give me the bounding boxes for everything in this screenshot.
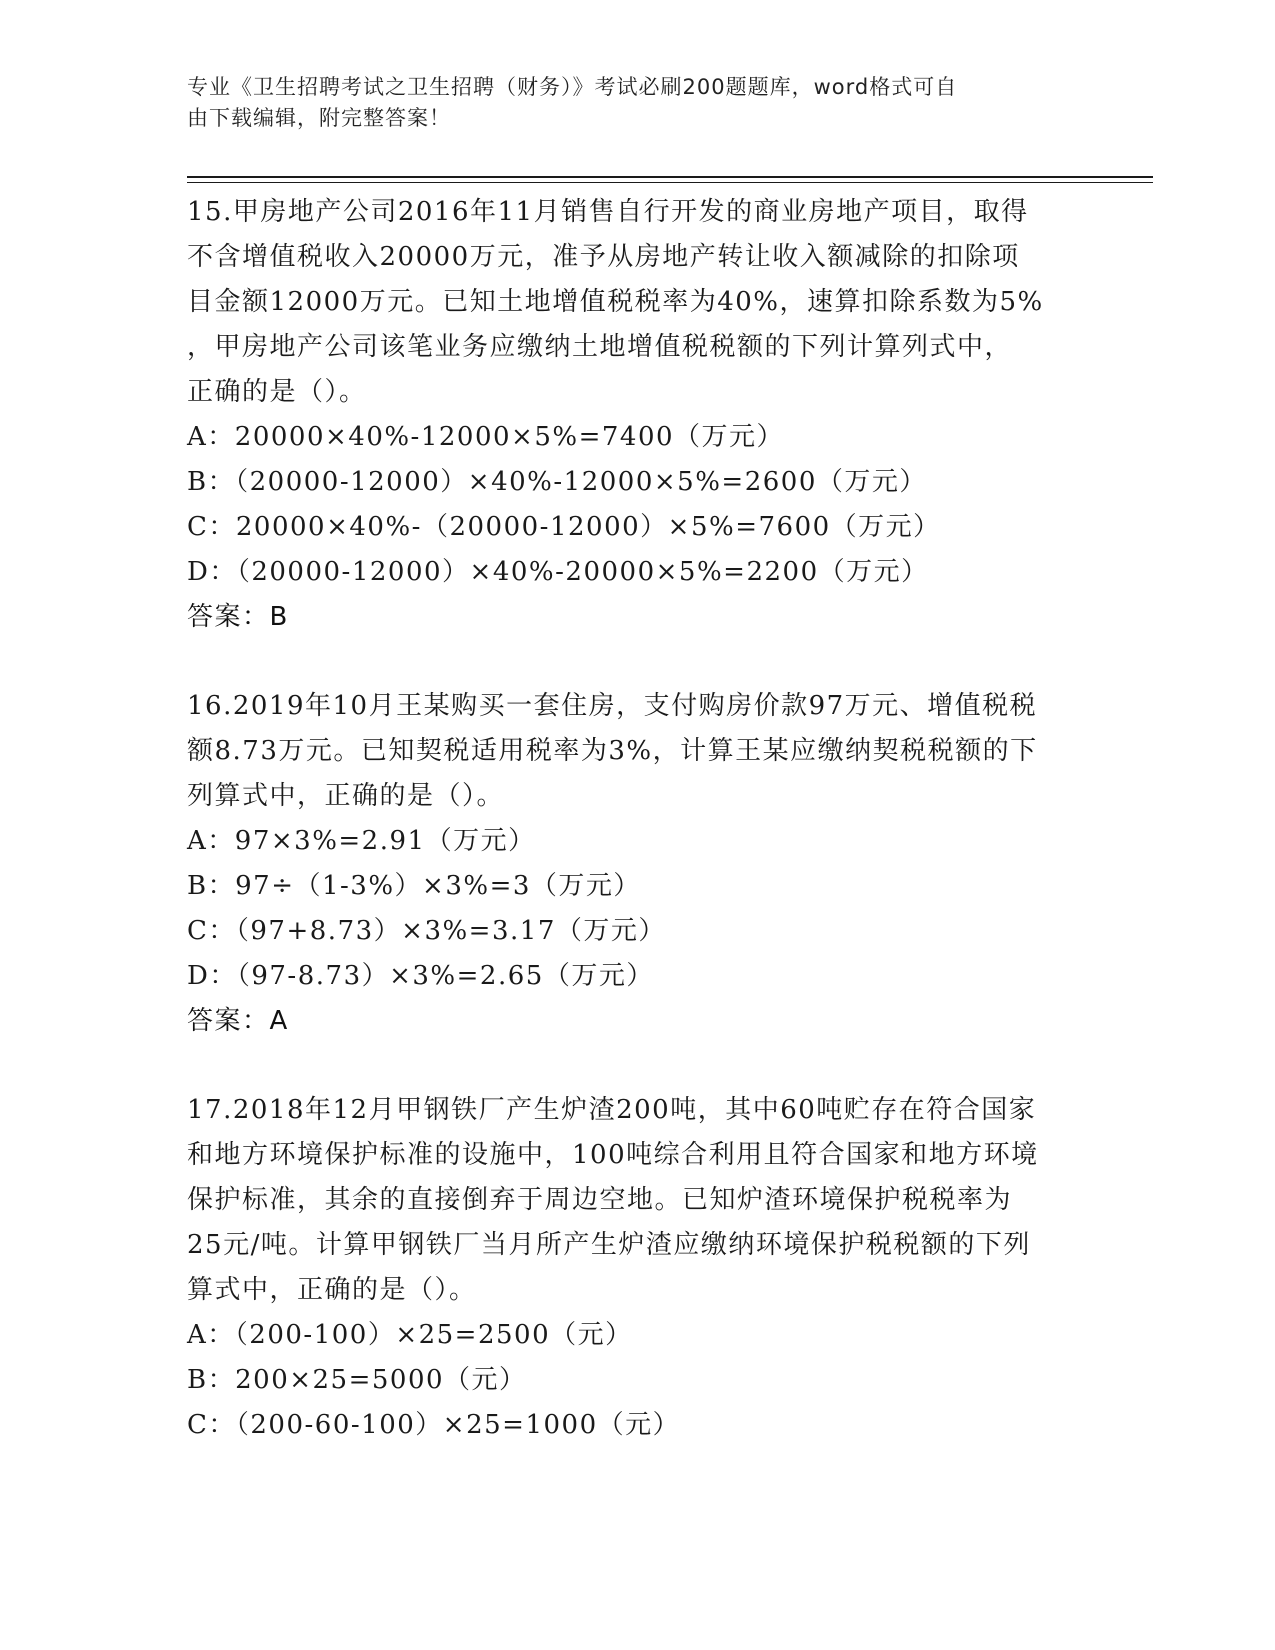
question-stem-line: 16.2019年10月王某购买一套住房，支付购房价款97万元、增值税税 — [187, 691, 1038, 721]
option-b: B：（20000-12000）×40%-12000×5%=2600（万元） — [187, 467, 927, 497]
option-a: A：20000×40%-12000×5%=7400（万元） — [187, 422, 785, 452]
question-stem-line: 目金额12000万元。已知土地增值税税率为40%，速算扣除系数为5% — [187, 287, 1044, 317]
option-c: C：20000×40%-（20000-12000）×5%=7600（万元） — [187, 512, 941, 542]
question-stem-line: ，甲房地产公司该笔业务应缴纳土地增值税税额的下列计算列式中， — [187, 332, 1013, 362]
answer-line: 答案：B — [187, 602, 289, 632]
question-16 — [187, 684, 1087, 1044]
question-15 — [187, 190, 1087, 640]
question-stem-line: 不含增值税收入20000万元，准予从房地产转让收入额减除的扣除项 — [187, 242, 1020, 272]
header-divider-thin — [187, 182, 1153, 183]
question-stem-line: 和地方环境保护标准的设施中，100吨综合利用且符合国家和地方环境 — [187, 1140, 1039, 1170]
option-b: B：97÷（1-3%）×3%=3（万元） — [187, 871, 641, 901]
question-stem-line: 正确的是（）。 — [187, 377, 367, 407]
option-d: D：（97-8.73）×3%=2.65（万元） — [187, 961, 654, 991]
header-line-2: 由下载编辑，附完整答案！ — [187, 106, 451, 130]
option-a: A：97×3%=2.91（万元） — [187, 826, 536, 856]
question-stem-line: 17.2018年12月甲钢铁厂产生炉渣200吨，其中60吨贮存在符合国家 — [187, 1095, 1037, 1125]
document-header — [187, 72, 1067, 134]
option-c: C：（97+8.73）×3%=3.17（万元） — [187, 916, 666, 946]
header-line-1: 专业《卫生招聘考试之卫生招聘（财务）》考试必刷200题题库，word格式可自 — [187, 75, 958, 99]
question-list — [187, 190, 1087, 1492]
question-stem-line: 25元/吨。计算甲钢铁厂当月所产生炉渣应缴纳环境保护税税额的下列 — [187, 1230, 1031, 1260]
question-stem-line: 保护标准，其余的直接倒弃于周边空地。已知炉渣环境保护税税率为 — [187, 1185, 1013, 1215]
option-d: D：（20000-12000）×40%-20000×5%=2200（万元） — [187, 557, 929, 587]
header-divider-thick — [187, 176, 1153, 178]
question-stem-line: 列算式中，正确的是（）。 — [187, 781, 505, 811]
question-stem-line: 额8.73万元。已知契税适用税率为3%，计算王某应缴纳契税税额的下 — [187, 736, 1038, 766]
option-a: A：（200-100）×25=2500（元） — [187, 1320, 633, 1350]
question-stem-line: 算式中，正确的是（）。 — [187, 1275, 477, 1305]
answer-line: 答案：A — [187, 1006, 289, 1036]
option-c: C：（200-60-100）×25=1000（元） — [187, 1410, 681, 1440]
question-17 — [187, 1088, 1087, 1448]
option-b: B：200×25=5000（元） — [187, 1365, 527, 1395]
question-stem-line: 15.甲房地产公司2016年11月销售自行开发的商业房地产项目，取得 — [187, 197, 1029, 227]
